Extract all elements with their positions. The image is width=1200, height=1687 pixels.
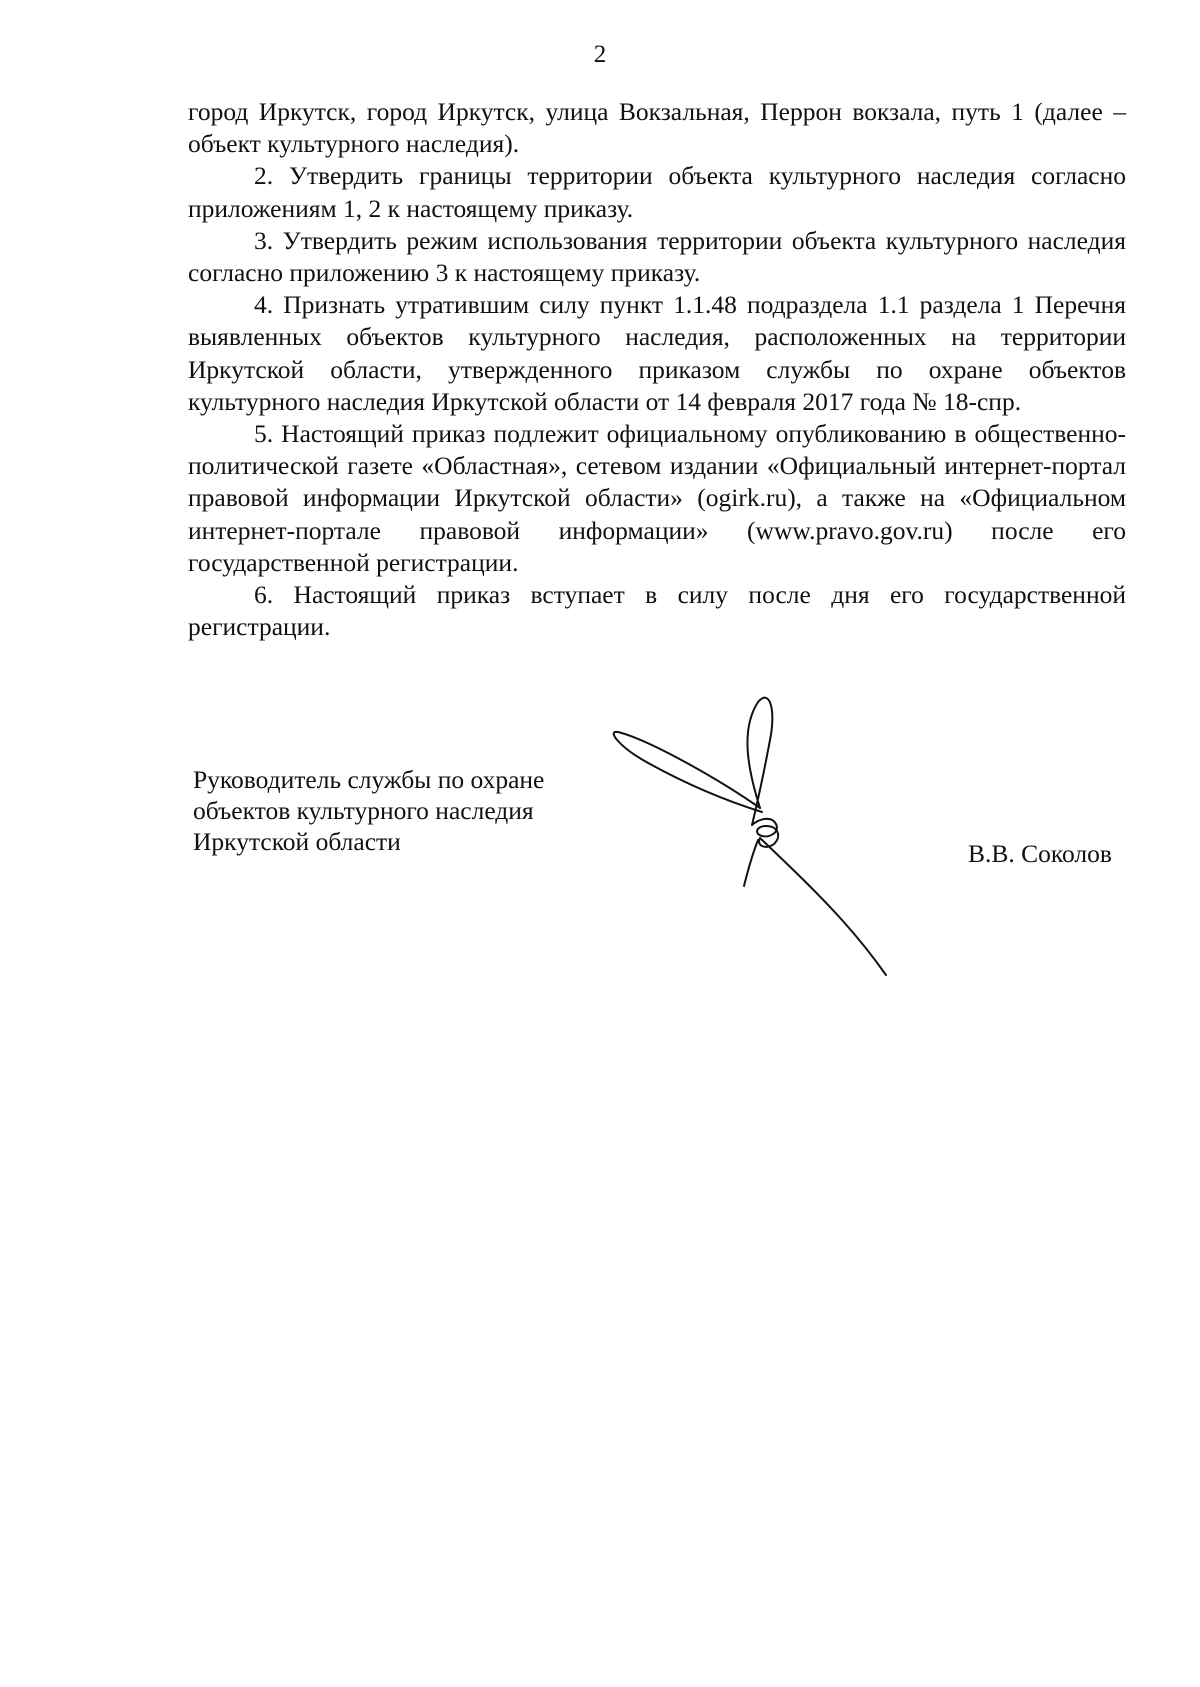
paragraph-item-4: 4. Признать утратившим силу пункт 1.1.48 подраздела 1.1 раздела 1 Перечня выявленных объектов культурного наследия, расположенных на территории Иркутской области, утвержденного приказом службы по охране объектов культурного наследия Иркутской области от 14 февраля 2017 года № 18-спр. — [188, 290, 1126, 416]
signer-position-line: Иркутской области — [193, 827, 401, 856]
paragraph-item-3: 3. Утвердить режим использования территории объекта культурного наследия согласно приложению 3 к настоящему приказу. — [188, 225, 1126, 288]
page-number: 2 — [593, 41, 607, 68]
paragraph-item-2: 2. Утвердить границы территории объекта культурного наследия согласно приложениям 1, 2 к настоящему приказу. — [188, 161, 1126, 223]
paragraph-object-address: город Иркутск, город Иркутск, улица Вокзальная, Перрон вокзала, путь 1 (далее – объект культурного наследия). — [188, 97, 1126, 159]
paragraph-item-5: 5. Настоящий приказ подлежит официальному опубликованию в общественно-политической газете «Областная», сетевом издании «Официальный интернет-портал правовой информации Иркутской области» (ogirk.ru), а также на «Официальном интернет-портале правовой информации» (www.pravo.gov.ru) после его государственной регистрации. — [188, 419, 1126, 577]
paragraph-item-6: 6. Настоящий приказ вступает в силу после дня его государственной регистрации. — [188, 580, 1126, 642]
handwritten-signature — [610, 690, 950, 990]
signer-position-line: объектов культурного наследия — [193, 796, 534, 825]
document-body — [188, 96, 1126, 643]
signer-position-line: Руководитель службы по охране — [193, 765, 545, 794]
signer-position — [193, 764, 544, 857]
signer-name: В.В. Соколов — [968, 839, 1112, 868]
